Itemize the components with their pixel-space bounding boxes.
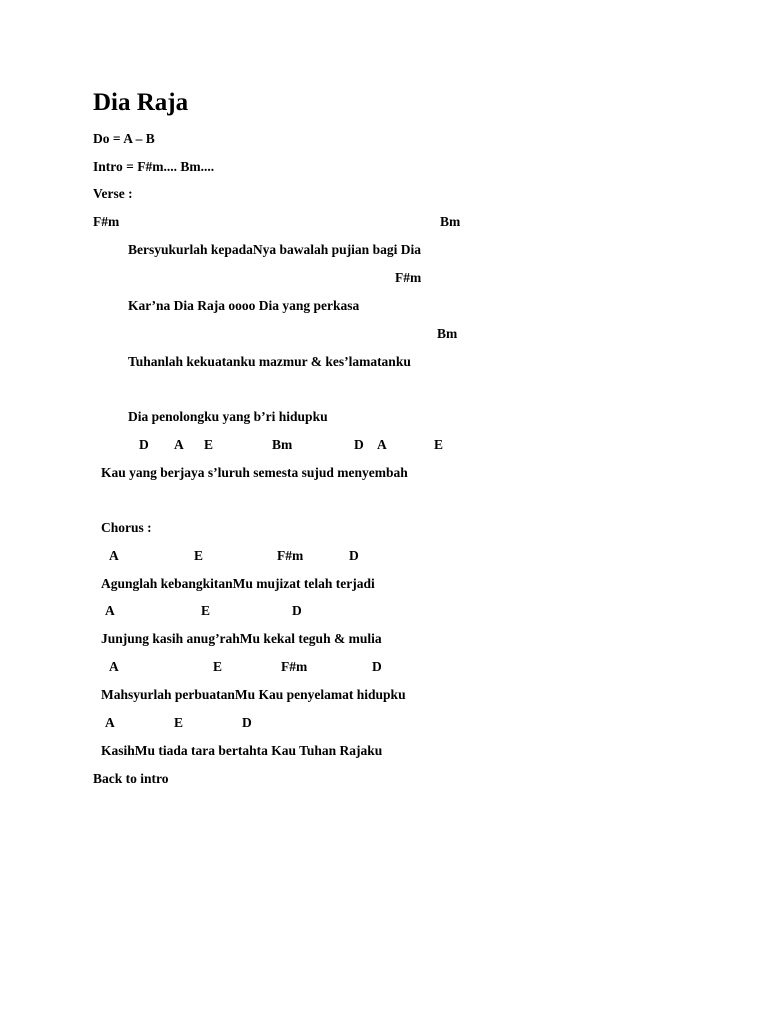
chord: Bm (272, 437, 293, 452)
chord: F#m (277, 548, 304, 563)
outro-line: Back to intro (93, 771, 169, 786)
chord: E (204, 437, 214, 452)
lyric-line: Junjung kasih anug’rahMu kekal teguh & mulia (101, 631, 382, 646)
chord: Bm (440, 214, 461, 229)
song-title: Dia Raja (93, 89, 189, 116)
lyric-line: Kau yang berjaya s’luruh semesta sujud menyembah (101, 465, 408, 480)
chord: F#m (281, 659, 308, 674)
chord: A (109, 548, 119, 563)
chorus-label: Chorus : (101, 520, 152, 535)
lyric-line: Agunglah kebangkitanMu mujizat telah terjadi (101, 576, 375, 591)
lyric-line: Tuhanlah kekuatanku mazmur & kes’lamatanku (128, 354, 411, 369)
chord: D (349, 548, 359, 563)
chord: A (174, 437, 184, 452)
chord: D (139, 437, 149, 452)
chord: E (201, 603, 211, 618)
chord: D (372, 659, 382, 674)
chord: A (105, 715, 115, 730)
lyric-line: Bersyukurlah kepadaNya bawalah pujian bagi Dia (128, 242, 421, 257)
lyric-line: Kar’na Dia Raja oooo Dia yang perkasa (128, 298, 360, 313)
lyric-line: KasihMu tiada tara bertahta Kau Tuhan Rajaku (101, 743, 383, 758)
chord: F#m (395, 270, 422, 285)
key-line: Do = A – B (93, 131, 155, 146)
chord: F#m (93, 214, 120, 229)
lyric-line: Dia penolongku yang b’ri hidupku (128, 409, 328, 424)
chord: Bm (437, 326, 458, 341)
lyric-line: Mahsyurlah perbuatanMu Kau penyelamat hidupku (101, 687, 406, 702)
chord: A (105, 603, 115, 618)
chord: E (194, 548, 204, 563)
verse-label: Verse : (93, 186, 133, 201)
chord: D (292, 603, 302, 618)
chord: E (213, 659, 223, 674)
intro-line: Intro = F#m.... Bm.... (93, 159, 215, 174)
chord: D (242, 715, 252, 730)
chord: E (174, 715, 184, 730)
chord: D (354, 437, 364, 452)
chord: E (434, 437, 444, 452)
chord: A (109, 659, 119, 674)
chord: A (377, 437, 387, 452)
